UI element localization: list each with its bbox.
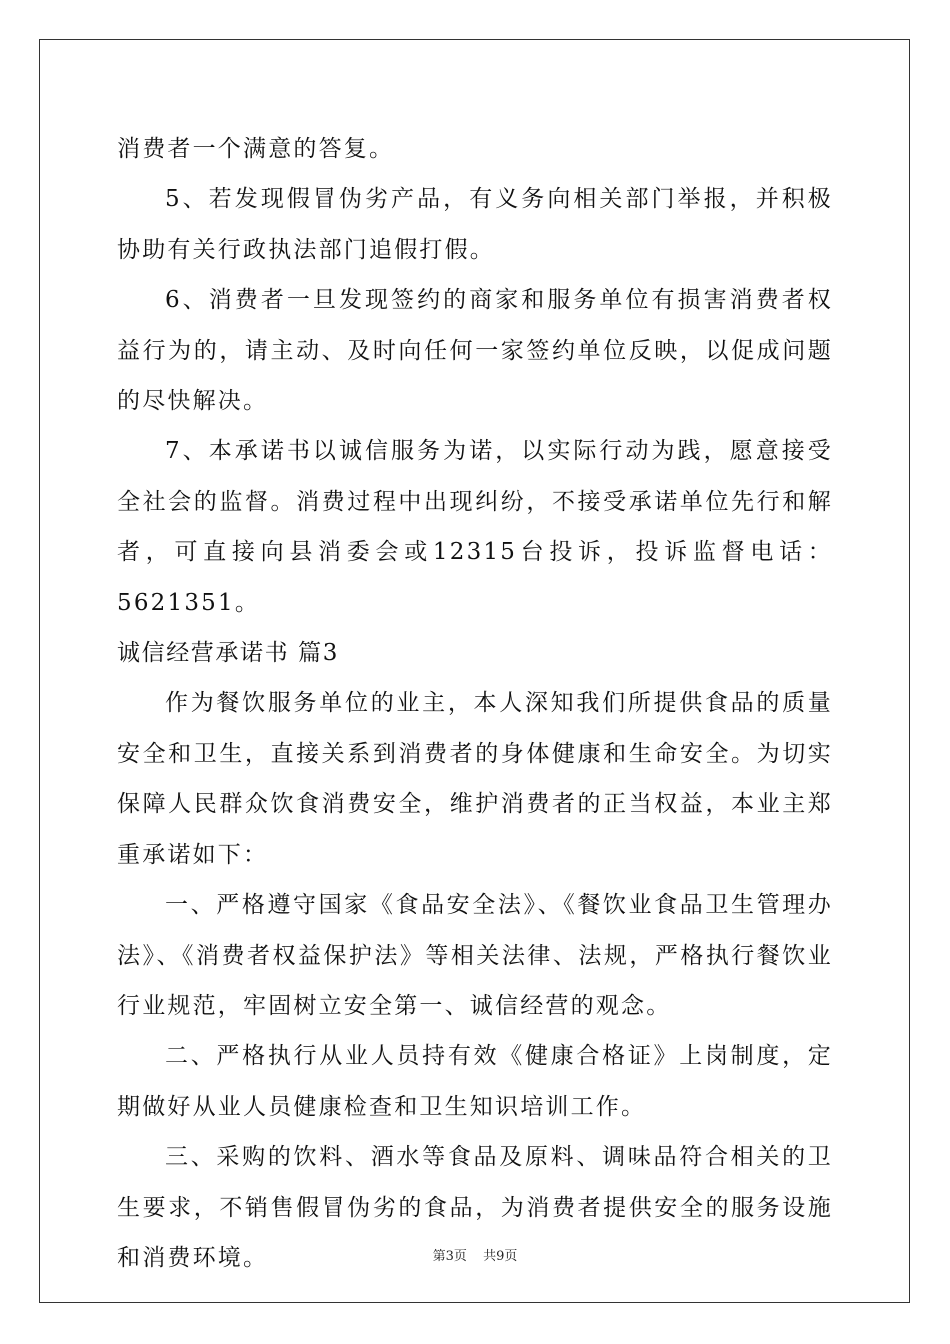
paragraph: 6、消费者一旦发现签约的商家和服务单位有损害消费者权益行为的，请主动、及时向任何一家签约单位反映，以促成问题的尽快解决。 — [117, 287, 833, 415]
section-heading: 诚信经营承诺书 篇3 — [117, 640, 339, 667]
paragraph: 二、严格执行从业人员持有效《健康合格证》上岗制度，定期做好从业人员健康检查和卫生知识培训工作。 — [117, 1043, 833, 1120]
page-total: 共9页 — [483, 1249, 518, 1264]
paragraph: 5、若发现假冒伪劣产品，有义务向相关部门举报，并积极协助有关行政执法部门追假打假。 — [117, 186, 833, 263]
paragraph: 作为餐饮服务单位的业主，本人深知我们所提供食品的质量安全和卫生，直接关系到消费者的身体健康和生命安全。为切实保障人民群众饮食消费安全，维护消费者的正当权益，本业主郑重承诺如下： — [117, 690, 833, 868]
document-body — [117, 124, 833, 1283]
paragraph: 一、严格遵守国家《食品安全法》、《餐饮业食品卫生管理办法》、《消费者权益保护法》等相关法律、法规，严格执行餐饮业行业规范，牢固树立安全第一、诚信经营的观念。 — [117, 892, 833, 1019]
paragraph: 7、本承诺书以诚信服务为诺，以实际行动为践，愿意接受全社会的监督。消费过程中出现纠纷，不接受承诺单位先行和解者，可直接向县消委会或12315台投诉，投诉监督电话：5621351。 — [117, 438, 833, 616]
page-footer — [0, 1245, 950, 1264]
paragraph: 三、采购的饮料、酒水等食品及原料、调味品符合相关的卫生要求，不销售假冒伪劣的食品，为消费者提供安全的服务设施和消费环境。 — [117, 1144, 833, 1271]
page-number: 第3页 — [432, 1249, 467, 1264]
paragraph: 消费者一个满意的答复。 — [117, 136, 395, 162]
